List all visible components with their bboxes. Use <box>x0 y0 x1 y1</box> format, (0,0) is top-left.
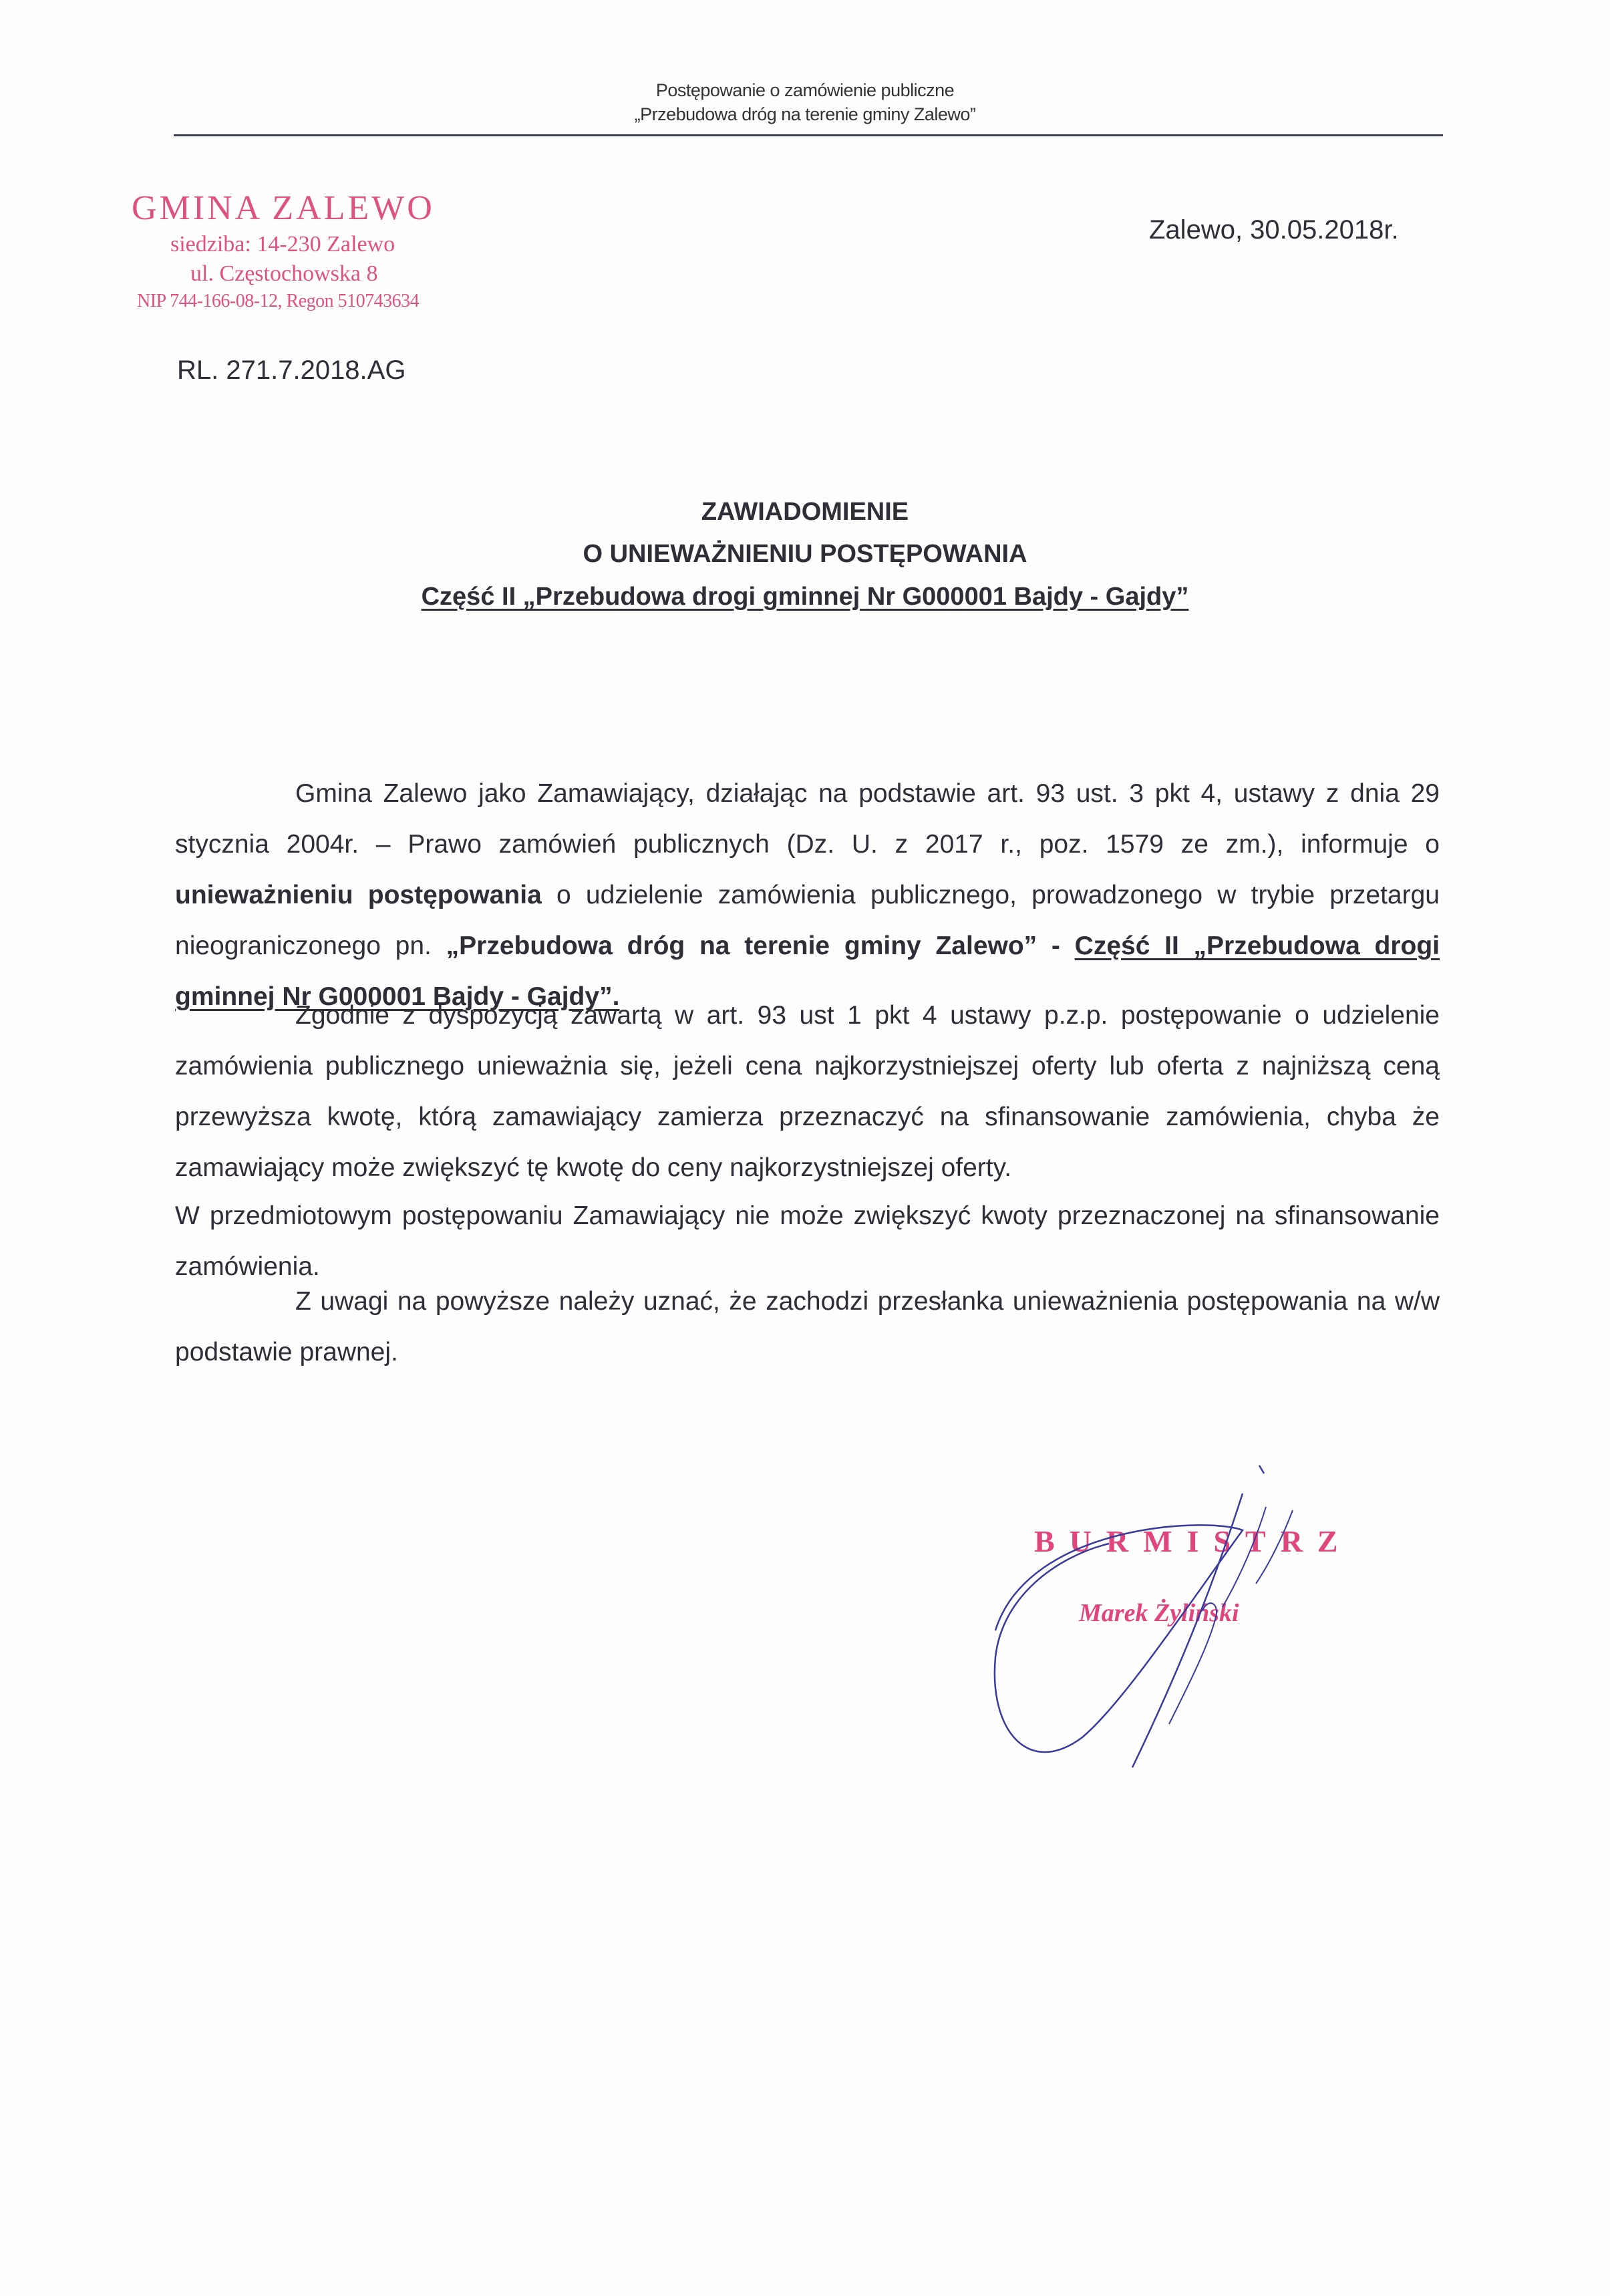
paragraph-notice-text-a: Gmina Zalewo jako Zamawiający, działając na podstawie art. 93 ust. 3 pkt 4, ustawy z dnia 29 stycznia 2004r. – Prawo zamówień publicznych (Dz. U. z 2017 r., poz. 1579 ze zm.), informuje o <box>175 779 1440 859</box>
paragraph-notice <box>175 768 1440 1022</box>
paragraph-legal-basis: Zgodnie z dyspozycją zawartą w art. 93 ust 1 pkt 4 ustawy p.z.p. postępowanie o udzielenie zamówienia publicznego unieważnia się, jeżeli cena najkorzystniejszej oferty lub oferta z najniższą ceną przewyższa kwotę, którą zamawiający zamierza przeznaczyć na sfinansowanie zamówienia, chyba że zamawiający może zwiększyć tę kwotę do ceny najkorzystniejszej oferty. <box>175 1001 1440 1182</box>
document-date: Zalewo, 30.05.2018r. <box>1149 215 1399 245</box>
handwritten-signature <box>989 1443 1363 1777</box>
document-part-title: Część II „Przebudowa drogi gminnej Nr G000001 Bajdy - Gajdy” <box>421 583 1189 611</box>
stamp-title: GMINA ZALEWO <box>132 189 435 227</box>
stamp-street: ul. Częstochowska 8 <box>190 261 378 286</box>
document-title: ZAWIADOMIENIE <box>701 498 909 526</box>
paragraph-notice-text-b: o udzielenie zamówienia publicznego, prowadzonego w trybie przetargu nieograniczonego pn. <box>175 881 1440 960</box>
stamp-address: siedziba: 14-230 Zalewo <box>170 232 395 257</box>
paragraph-notice-part: Część II „Przebudowa drogi gminnej Nr G000001 Bajdy - Gajdy”. <box>175 931 1440 1011</box>
municipality-stamp <box>130 187 531 314</box>
document-subtitle: O UNIEWAŻNIENIU POSTĘPOWANIA <box>583 540 1027 568</box>
running-header-line1: Postępowanie o zamówienie publiczne <box>655 80 955 100</box>
paragraph-notice-bold-b: „Przebudowa dróg na terenie gminy Zalewo” - <box>446 931 1075 960</box>
stamp-tax-ids: NIP 744-166-08-12, Regon 510743634 <box>137 291 420 311</box>
reference-number: RL. 271.7.2018.AG <box>177 355 406 385</box>
header-rule <box>174 134 1443 136</box>
signature-stamp-name: Marek Żyliński <box>1079 1599 1239 1627</box>
paragraph-notice-bold-a: unieważnieniu postępowania <box>175 881 542 909</box>
running-header-line2: „Przebudowa dróg na terenie gminy Zalewo” <box>634 104 976 124</box>
signature-block <box>989 1443 1363 1777</box>
signature-stamp-title: BURMISTRZ <box>1034 1524 1353 1558</box>
paragraph-cannot-increase: W przedmiotowym postępowaniu Zamawiający nie może zwiększyć kwoty przeznaczonej na sfinansowanie zamówienia. <box>175 1201 1440 1281</box>
paragraph-conclusion: Z uwagi na powyższe należy uznać, że zachodzi przesłanka unieważnienia postępowania na w/w podstawie prawnej. <box>175 1287 1440 1367</box>
